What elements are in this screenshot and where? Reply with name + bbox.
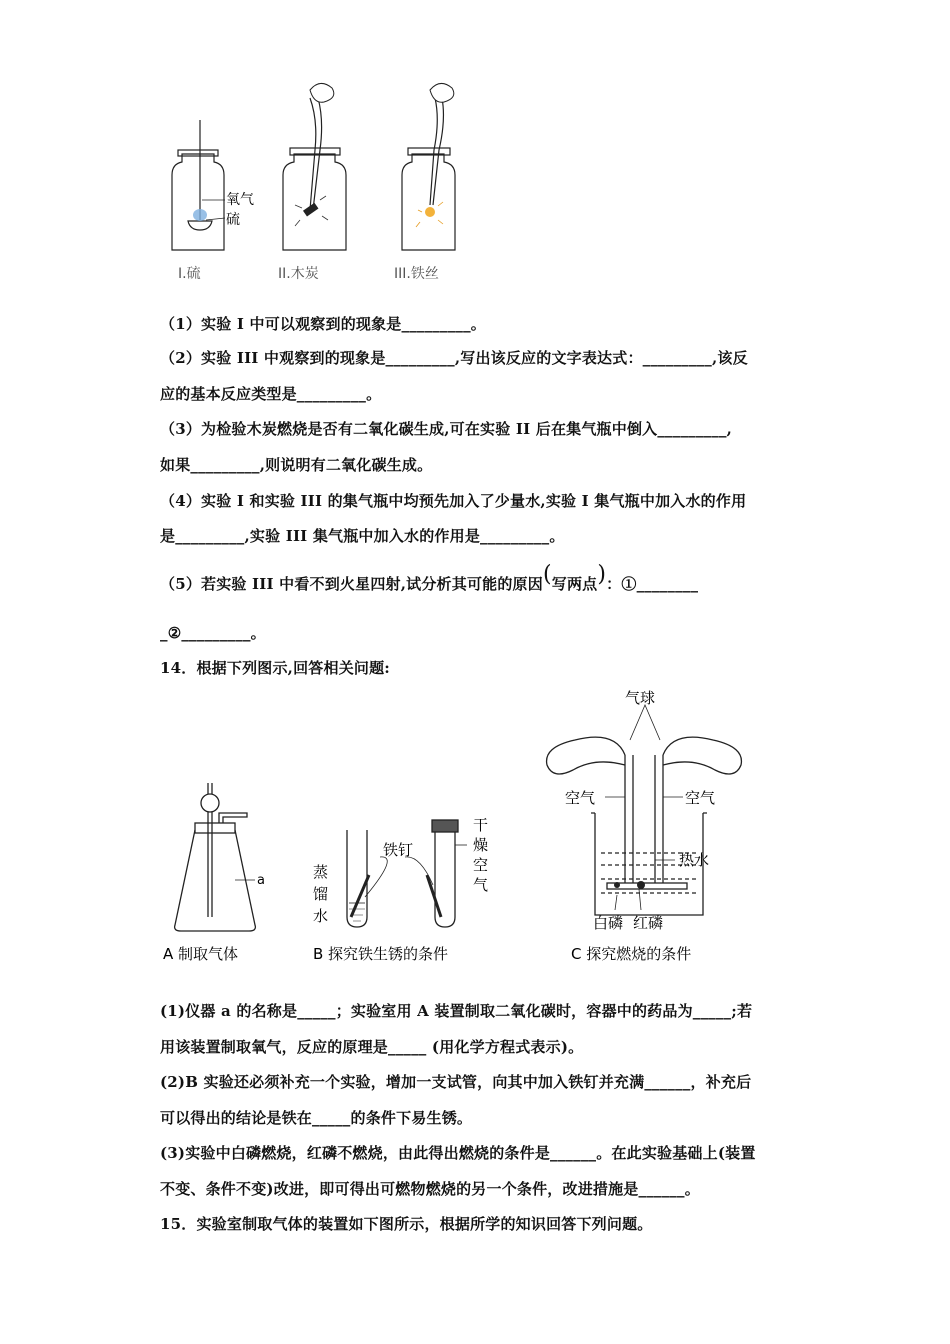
label-dry-air-3: 空 — [473, 856, 489, 874]
label-distilled-water-1: 蒸 — [313, 863, 329, 881]
q13-part5-post: ：①________ — [606, 575, 699, 593]
q13-part5-line1 — [160, 562, 699, 595]
label-distilled-water-3: 水 — [313, 907, 329, 925]
q14-part2-line2: 可以得出的结论是铁在_____的条件下易生锈。 — [160, 1109, 473, 1127]
label-hot-water: 热水 — [679, 851, 710, 869]
caption-charcoal: II.木炭 — [278, 266, 319, 282]
label-dry-air-1: 干 — [473, 816, 489, 834]
q13-part4-line1: （4）实验 I 和实验 III 的集气瓶中均预先加入了少量水,实验 I 集气瓶中加入水的作用 — [160, 492, 747, 510]
paren-close: ) — [597, 562, 607, 587]
q14-part3-line1: (3)实验中白磷燃烧，红磷不燃烧，由此得出燃烧的条件是______。在此实验基础上(装置 — [160, 1144, 756, 1162]
label-red-phosphorus: 红磷 — [633, 914, 664, 932]
label-oxygen: 氧气 — [226, 192, 254, 208]
label-balloon: 气球 — [625, 689, 656, 707]
q13-part1: （1）实验 I 中可以观察到的现象是_________。 — [160, 315, 486, 333]
label-air-right: 空气 — [685, 789, 716, 807]
label-distilled-water-2: 馏 — [313, 885, 329, 903]
label-dry-air-2: 燥 — [473, 836, 489, 854]
label-a: a — [257, 873, 265, 888]
label-sulfur: 硫 — [226, 212, 240, 228]
q14-title: 14．根据下列图示,回答相关问题: — [160, 659, 391, 677]
q13-part3-line1: （3）为检验木炭燃烧是否有二氧化碳生成,可在实验 II 后在集气瓶中倒入_________, — [160, 420, 733, 438]
q13-part2-line2: 应的基本反应类型是_________。 — [160, 385, 382, 403]
combustion-experiments-figure — [150, 80, 470, 290]
q13-part5-pre: （5）若实验 III 中看不到火星四射,试分析其可能的原因 — [160, 575, 543, 593]
q13-part2-line1: （2）实验 III 中观察到的现象是_________,写出该反应的文字表达式：_________,该反 — [160, 349, 748, 367]
label-dry-air-4: 气 — [473, 876, 489, 894]
q14-part1-line1: (1)仪器 a 的名称是_____；实验室用 A 装置制取二氧化碳时，容器中的药品为_____;若 — [160, 1002, 753, 1020]
caption-sulfur: I.硫 — [178, 266, 201, 282]
q13-part5-mid: 写两点 — [551, 575, 598, 593]
q13-part4-line2: 是_________,实验 III 集气瓶中加入水的作用是_________。 — [160, 527, 565, 545]
label-iron-nail: 铁钉 — [383, 841, 414, 859]
caption-b: B 探究铁生锈的条件 — [313, 945, 449, 963]
label-air-left: 空气 — [565, 789, 596, 807]
caption-c: C 探究燃烧的条件 — [571, 945, 692, 963]
q14-part1-line2: 用该装置制取氧气，反应的原理是_____ (用化学方程式表示)。 — [160, 1038, 584, 1056]
q13-part3-line2: 如果_________,则说明有二氧化碳生成。 — [160, 456, 433, 474]
paren-open: ( — [542, 562, 552, 587]
q14-part3-line2: 不变、条件不变)改进，即可得出可燃物燃烧的另一个条件，改进措施是______。 — [160, 1180, 700, 1198]
label-white-phosphorus: 白磷 — [593, 914, 624, 932]
q15-title: 15．实验室制取气体的装置如下图所示，根据所学的知识回答下列问题。 — [160, 1215, 653, 1233]
q14-part2-line1: (2)B 实验还必须补充一个实验，增加一支试管，向其中加入铁钉并充满______，补充后 — [160, 1073, 752, 1091]
q13-part5-line2: _②_________。 — [160, 624, 266, 642]
caption-a: A 制取气体 — [163, 945, 239, 963]
q14-figure — [155, 685, 755, 970]
caption-iron-wire: III.铁丝 — [394, 266, 439, 282]
